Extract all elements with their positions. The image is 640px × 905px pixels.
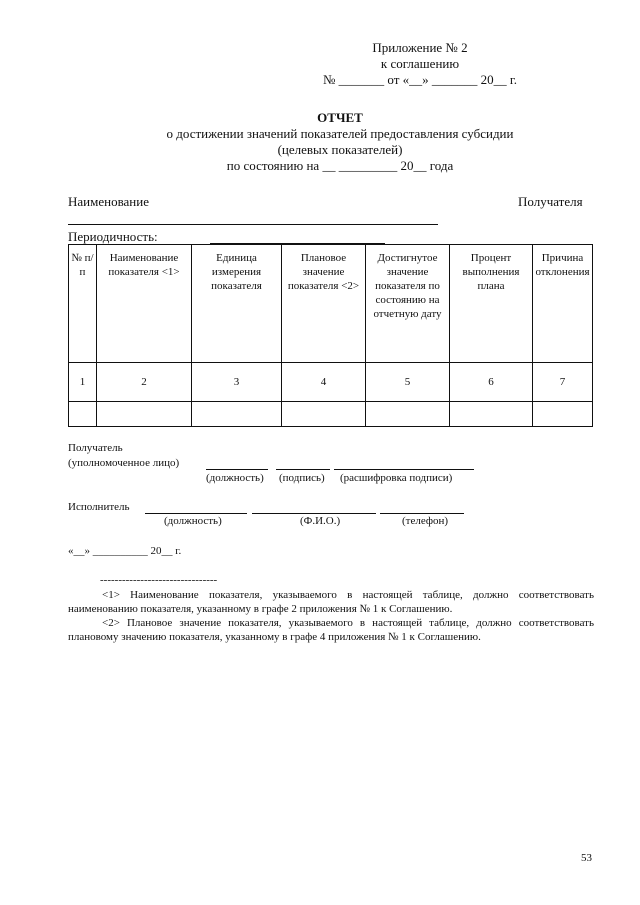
title-target: (целевых показателей) [277, 142, 403, 157]
executor-fio-line [252, 513, 376, 514]
empty-cell [282, 402, 366, 427]
column-number: 2 [97, 363, 192, 402]
caption-phone: (телефон) [402, 515, 449, 527]
appendix-agreement: к соглашению [380, 56, 460, 71]
column-number-row [69, 363, 593, 402]
table-header-row [69, 245, 593, 363]
executor-label: Исполнитель [68, 501, 130, 513]
header-cell: Причина отклонения [533, 245, 593, 363]
caption-decode: (расшифровка подписи) [340, 472, 453, 484]
footnotes [68, 588, 594, 644]
column-number: 4 [282, 363, 366, 402]
empty-cell [69, 402, 97, 427]
recipient-position-line [206, 469, 268, 470]
recipient-label: Получателя [518, 194, 583, 209]
column-number: 6 [450, 363, 533, 402]
periodicity-label: Периодичность: [68, 229, 158, 244]
name-underline [68, 224, 438, 225]
appendix-number: Приложение № 2 [372, 40, 468, 55]
empty-cell [533, 402, 593, 427]
footnote-2: <2> Плановое значение показателя, указываемого в настоящей таблице, должно соответствовать плановому значению показателя, указанному в графе 4 приложения № 1 к Соглашению. [68, 617, 594, 643]
empty-cell [366, 402, 450, 427]
appendix-header [300, 40, 540, 88]
recipient-signature-line [276, 469, 330, 470]
empty-data-row [69, 402, 593, 427]
signature-authorized-label: (уполномоченное лицо) [68, 457, 180, 469]
executor-phone-line [380, 513, 464, 514]
header-cell: Процент выполнения плана [450, 245, 533, 363]
header-cell: Плановое значение показателя <2> [282, 245, 366, 363]
header-cell: Наименование показателя <1> [97, 245, 192, 363]
title-subject: о достижении значений показателей предоставления субсидии [166, 126, 514, 141]
executor-position-line [145, 513, 247, 514]
caption-position: (должность) [206, 472, 264, 484]
footnote-separator: -------------------------------- [100, 574, 218, 586]
name-label: Наименование [68, 194, 149, 209]
appendix-agreement-ref: № _______ от «__» _______ 20__ г. [322, 72, 518, 87]
date-line: «__» __________ 20__ г. [68, 545, 182, 557]
empty-cell [97, 402, 192, 427]
caption-exec-position: (должность) [164, 515, 222, 527]
column-number: 5 [366, 363, 450, 402]
column-number: 1 [69, 363, 97, 402]
title-date: по состоянию на __ _________ 20__ года [226, 158, 454, 173]
header-cell: Единица измерения показателя [192, 245, 282, 363]
footnote-1: <1> Наименование показателя, указываемого в настоящей таблице, должно соответствовать наименованию показателя, указанному в графе 2 приложения № 1 к Соглашению. [68, 589, 594, 615]
caption-signature: (подпись) [279, 472, 325, 484]
recipient-decode-line [334, 469, 474, 470]
signature-recipient-label: Получатель [68, 442, 123, 454]
header-cell: Достигнутое значение показателя по состоянию на отчетную дату [366, 245, 450, 363]
column-number: 3 [192, 363, 282, 402]
caption-fio: (Ф.И.О.) [300, 515, 341, 527]
page-number: 53 [581, 852, 592, 864]
empty-cell [450, 402, 533, 427]
empty-cell [192, 402, 282, 427]
title-main: ОТЧЕТ [317, 110, 363, 125]
report-table [68, 244, 593, 427]
report-title [60, 110, 620, 174]
header-cell: № п/п [69, 245, 97, 363]
column-number: 7 [533, 363, 593, 402]
